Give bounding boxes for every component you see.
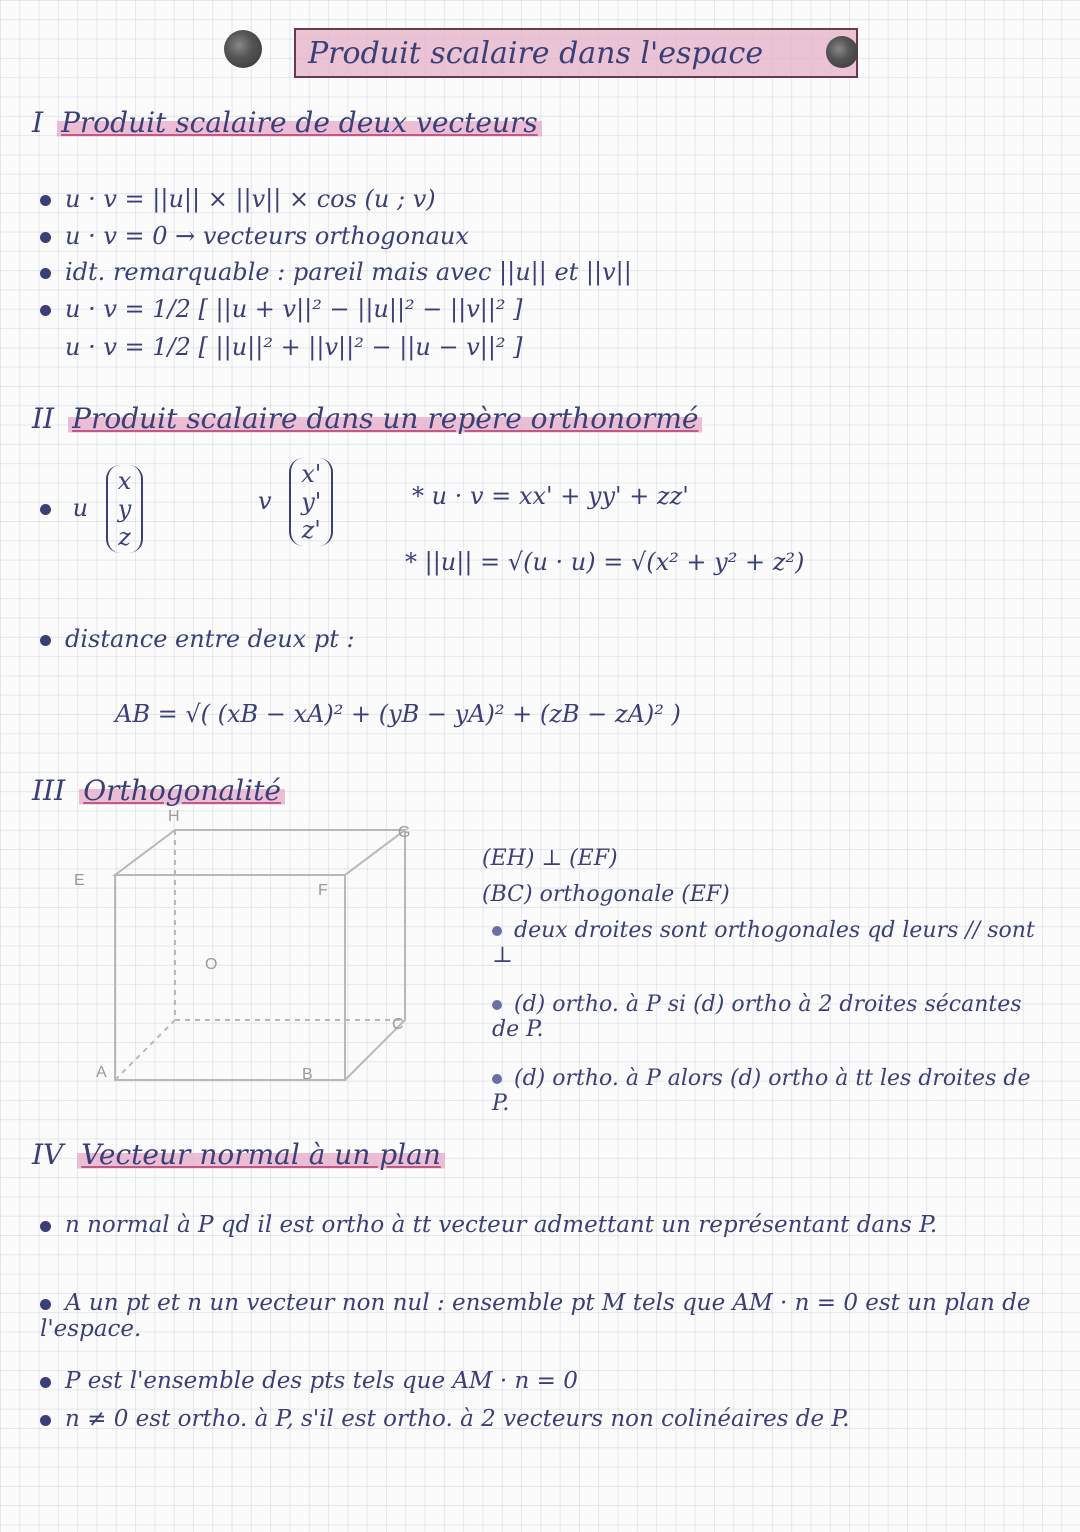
normal-vector-bullet-1: n normal à P qd il est ortho à tt vecteur admettant un représentant dans P. (40, 1212, 1040, 1238)
orthogonality-bullet-1: deux droites sont orthogonales qd leurs // sont ⊥ (492, 918, 1052, 968)
cube-label-O: O (205, 956, 218, 973)
s1-line-3: idt. remarquable : pareil mais avec ||u|| et ||v|| (40, 258, 632, 286)
distance-label: distance entre deux pt : (40, 625, 355, 653)
section-3-title: Orthogonalité (79, 774, 285, 807)
orthogonality-bullet-2: (d) ortho. à P si (d) ortho à 2 droites sécantes de P. (492, 992, 1052, 1042)
vector-u (40, 465, 143, 553)
s1-line-5: u · v = 1/2 [ ||u||² + ||v||² − ||u − v||² ] (65, 333, 523, 361)
vector-u-coords: x y z (106, 465, 144, 553)
orthogonality-bullet-3: (d) ortho. à P alors (d) ortho à tt les droites de P. (492, 1066, 1052, 1116)
cube-hidden-diagonal (115, 1020, 175, 1080)
orthogonality-line-2: (BC) orthogonale (EF) (482, 882, 730, 907)
vector-v (258, 458, 333, 546)
s1-line-4: u · v = 1/2 [ ||u + v||² − ||u||² − ||v||² ] (40, 295, 523, 323)
s1-line-1: u · v = ||u|| × ||v|| × cos (u ; v) (40, 185, 436, 213)
normal-vector-bullet-2: A un pt et n un vecteur non nul : ensemble pt M tels que AM · n = 0 est un plan de l'espace. (40, 1290, 1040, 1342)
section-4-number: IV (32, 1138, 64, 1171)
section-2-number: II (32, 402, 55, 435)
section-1-heading (32, 106, 542, 139)
normal-vector-bullet-4: n ≠ 0 est ortho. à P, s'il est ortho. à 2 vecteurs non colinéaires de P. (40, 1406, 1040, 1432)
cube-diagram (60, 820, 440, 1090)
cube-label-C: C (392, 1016, 404, 1033)
normal-vector-bullet-3: P est l'ensemble des pts tels que AM · n = 0 (40, 1368, 1040, 1394)
norm-formula: * ||u|| = √(u · u) = √(x² + y² + z²) (405, 548, 805, 576)
cube-label-B: B (302, 1066, 313, 1083)
vector-v-coords: x' y' z' (289, 458, 333, 546)
cube-label-H: H (168, 808, 180, 825)
section-4-heading (32, 1138, 445, 1171)
distance-formula: AB = √( (xB − xA)² + (yB − yA)² + (zB − zA)² ) (115, 700, 681, 728)
section-2-heading (32, 402, 702, 435)
cube-top-face (115, 830, 405, 875)
section-1-number: I (32, 106, 44, 139)
page-title-box (294, 28, 858, 78)
dot-product-formula: * u · v = xx' + yy' + zz' (412, 482, 689, 510)
section-1-title: Produit scalaire de deux vecteurs (57, 106, 542, 139)
s1-line-2: u · v = 0 → vecteurs orthogonaux (40, 222, 469, 250)
section-4-title: Vecteur normal à un plan (77, 1138, 445, 1171)
orthogonality-line-1: (EH) ⊥ (EF) (482, 846, 618, 871)
cube-label-F: F (318, 882, 328, 899)
cube-label-A: A (96, 1064, 107, 1081)
vector-v-label: v (258, 486, 272, 515)
punch-hole-right (826, 36, 858, 68)
section-3-heading (32, 774, 285, 807)
cube-front-face (115, 875, 345, 1080)
page-title: Produit scalaire dans l'espace (308, 35, 764, 71)
section-3-number: III (32, 774, 66, 807)
vector-u-label: u (72, 493, 89, 522)
cube-label-E: E (74, 872, 85, 889)
cube-label-G: G (398, 824, 411, 841)
punch-hole-left (224, 30, 262, 68)
section-2-title: Produit scalaire dans un repère orthonormé (68, 402, 702, 435)
